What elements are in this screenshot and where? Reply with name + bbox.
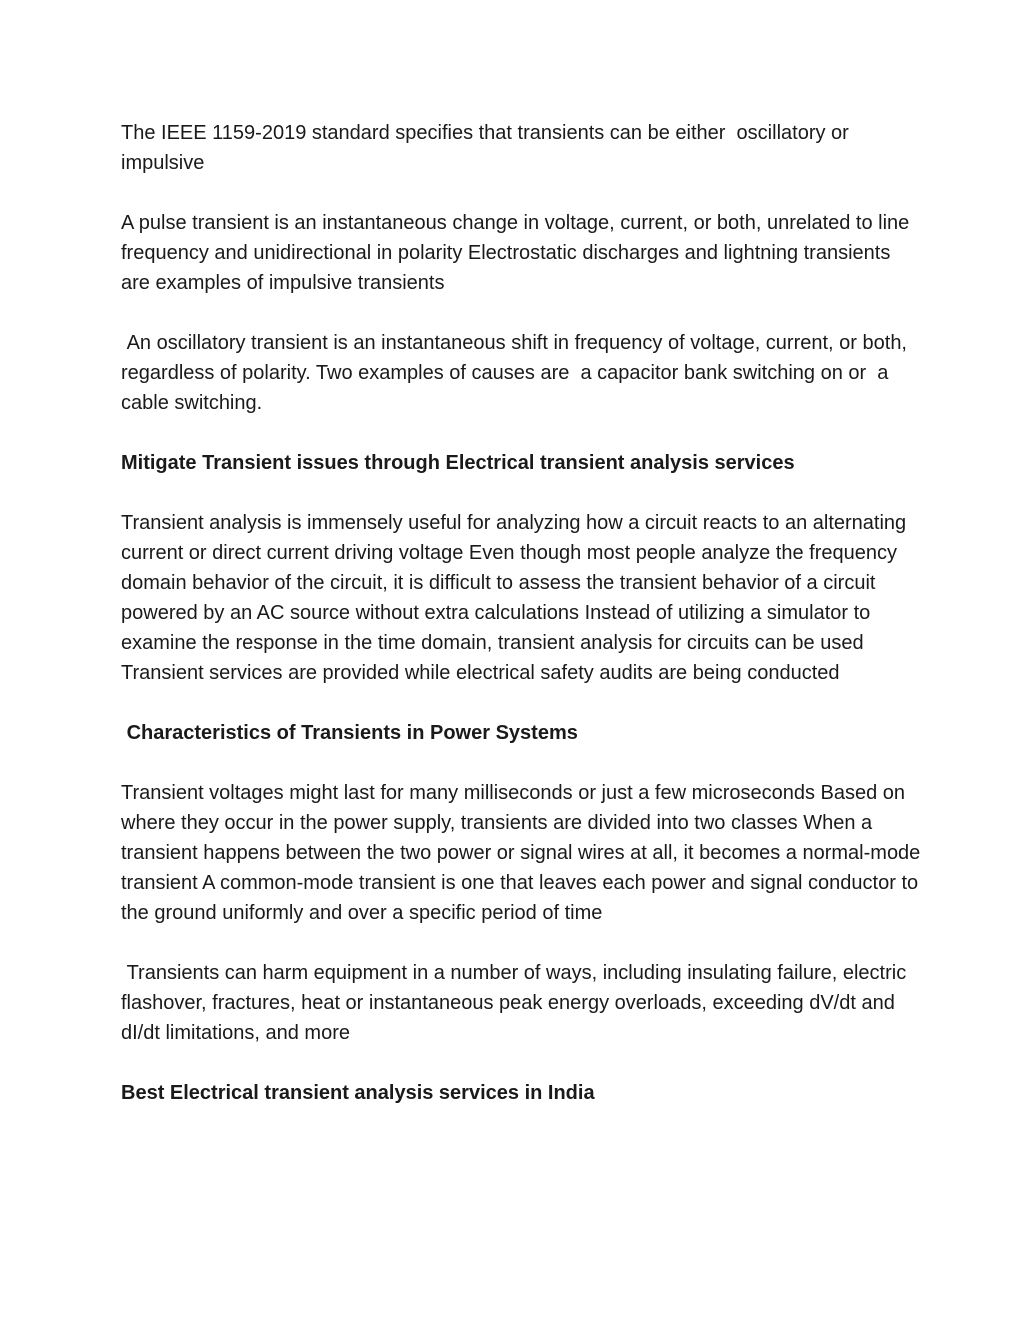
paragraph-transient-voltages: Transient voltages might last for many milliseconds or just a few microseconds Based on where they occur in the power supply, transients are divided into two classes When a transient happens between the two power or signal wires at all, it becomes a normal-mode transient A common-mode transient is one that leaves each power and signal conductor to the ground uniformly and over a specific period of time xyxy=(121,782,926,924)
document-body xyxy=(121,118,926,1138)
paragraph-ieee-standard: The IEEE 1159-2019 standard specifies that transients can be either oscillatory or impulsive xyxy=(121,122,855,174)
paragraph-transient-harm: Transients can harm equipment in a number of ways, including insulating failure, electric flashover, fractures, heat or instantaneous peak energy overloads, exceeding dV/dt and dI/dt limitations, and more xyxy=(121,962,912,1044)
paragraph-oscillatory-transient: An oscillatory transient is an instantaneous shift in frequency of voltage, current, or both, regardless of polarity. Two examples of causes are a capacitor bank switching on or a cable switching. xyxy=(121,332,913,414)
heading-characteristics: Characteristics of Transients in Power Systems xyxy=(121,722,578,744)
paragraph-transient-analysis: Transient analysis is immensely useful for analyzing how a circuit reacts to an alternating current or direct current driving voltage Even though most people analyze the frequency domain behavior of the circuit, it is difficult to assess the transient behavior of a circuit powered by an AC source without extra calculations Instead of utilizing a simulator to examine the response in the time domain, transient analysis for circuits can be used Transient services are provided while electrical safety audits are being conducted xyxy=(121,512,912,684)
heading-mitigate-transient: Mitigate Transient issues through Electrical transient analysis services xyxy=(121,452,795,474)
paragraph-pulse-transient: A pulse transient is an instantaneous change in voltage, current, or both, unrelated to line frequency and unidirectional in polarity Electrostatic discharges and lightning transients are examples of impulsive transients xyxy=(121,212,915,294)
heading-best-services: Best Electrical transient analysis services in India xyxy=(121,1082,595,1104)
